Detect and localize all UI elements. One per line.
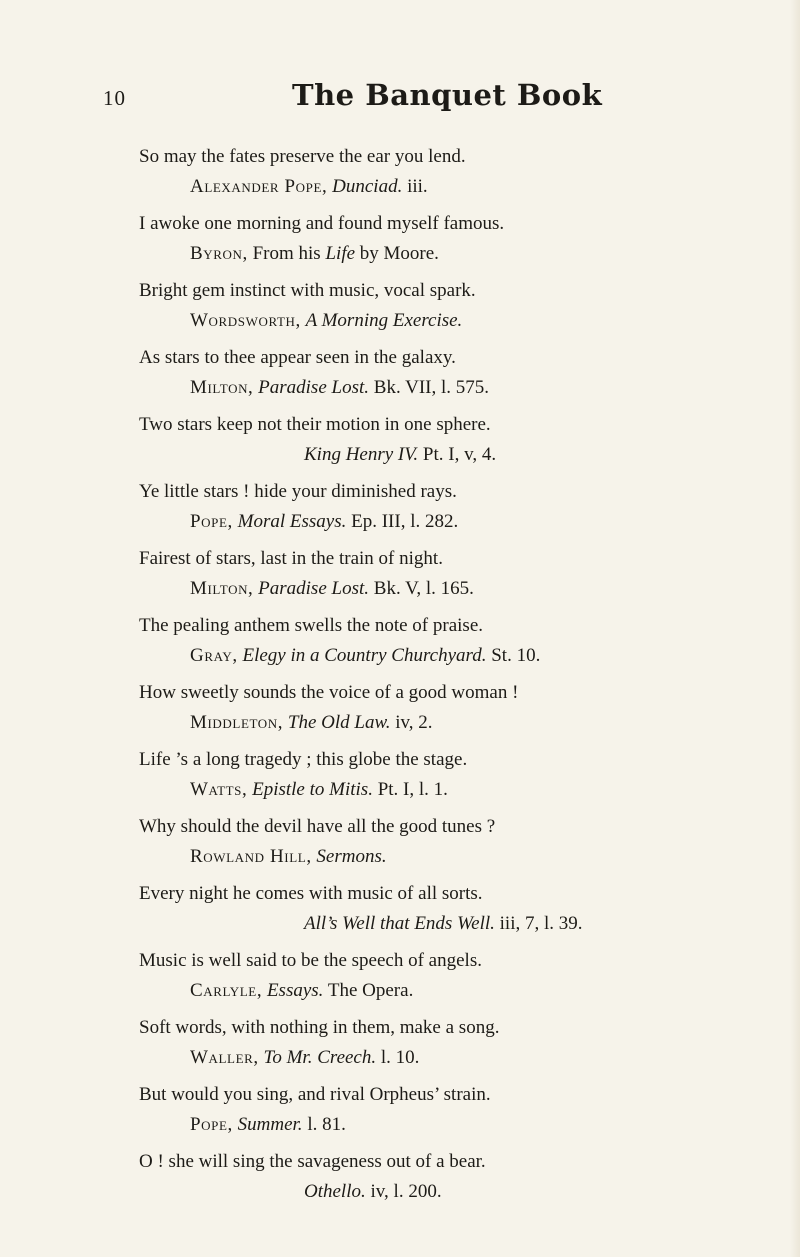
citation-author: Milton, (190, 377, 254, 398)
quotation (139, 209, 699, 268)
quotation-text: Life ’s a long tragedy ; this globe the stage. (139, 749, 468, 770)
citation-author: Rowland Hill, (190, 846, 312, 867)
citation-work: A Morning Exercise. (305, 310, 463, 331)
citation-reference: Pt. I, l. 1. (377, 779, 448, 800)
quotation-text: Why should the devil have all the good tunes ? (139, 816, 496, 837)
page-number: 10 (103, 86, 126, 110)
citation-author: Alexander Pope, (190, 176, 328, 197)
citation-author: Middleton, (190, 712, 284, 733)
citation-reference: l. 10. (380, 1047, 420, 1068)
citation-author: Gray, (190, 645, 238, 666)
quotation-text: Ye little stars ! hide your diminished rays. (139, 481, 457, 502)
quotation-text: Every night he comes with music of all sorts. (139, 883, 483, 904)
quotation (139, 812, 699, 871)
citation-reference: Ep. III, l. 282. (351, 511, 459, 532)
citation-reference: iii, 7, l. 39. (499, 913, 583, 934)
quotation (139, 611, 699, 670)
quotation (139, 678, 699, 737)
citation-reference: St. 10. (491, 645, 541, 666)
citation-prefix: From his (252, 243, 326, 264)
quotation (139, 410, 699, 469)
citation-work: Moral Essays. (237, 511, 347, 532)
quotation-text: I awoke one morning and found myself famous. (139, 213, 505, 234)
citation-work: The Old Law. (287, 712, 391, 733)
quotation (139, 1147, 699, 1206)
citation-work: All’s Well that Ends Well. (304, 913, 495, 934)
citation-work: Paradise Lost. (258, 578, 370, 599)
quotation-citation (139, 1110, 699, 1139)
quotation (139, 1013, 699, 1072)
citation-reference: by Moore. (359, 243, 439, 264)
quotation-text: Music is well said to be the speech of angels. (139, 950, 482, 971)
citation-work: Sermons. (316, 846, 387, 867)
citation-work: King Henry IV. (304, 444, 419, 465)
citation-reference: Bk. VII, l. 575. (373, 377, 489, 398)
citation-author: Wordsworth, (190, 310, 301, 331)
citation-work: Summer. (237, 1114, 303, 1135)
citation-work: Othello. (304, 1181, 366, 1202)
quotation (139, 477, 699, 536)
quotation (139, 142, 699, 201)
quotation-citation (139, 574, 699, 603)
running-title: The Banquet Book (292, 78, 603, 112)
quotation-text: Bright gem instinct with music, vocal spark. (139, 280, 476, 301)
citation-work: Dunciad. (332, 176, 403, 197)
quotation-citation (139, 842, 699, 871)
quotation-text: O ! she will sing the savageness out of a bear. (139, 1151, 486, 1172)
quotation-citation (139, 775, 699, 804)
citation-work: Paradise Lost. (258, 377, 370, 398)
quotation-text: So may the fates preserve the ear you lend. (139, 146, 466, 167)
quotation-citation (139, 507, 699, 536)
quotation-text: Fairest of stars, last in the train of night. (139, 548, 443, 569)
quotation-text: The pealing anthem swells the note of praise. (139, 615, 484, 636)
citation-reference: iii. (407, 176, 428, 197)
citation-work: Elegy in a Country Churchyard. (242, 645, 487, 666)
citation-author: Milton, (190, 578, 254, 599)
citation-work: Life (325, 243, 356, 264)
quotation (139, 1080, 699, 1139)
citation-reference: Bk. V, l. 165. (373, 578, 474, 599)
quotation-citation (139, 1177, 699, 1206)
quotation (139, 544, 699, 603)
quotation-citation (139, 909, 699, 938)
citation-author: Watts, (190, 779, 248, 800)
quotation-citation (139, 373, 699, 402)
quotation (139, 343, 699, 402)
quotation-citation (139, 172, 699, 201)
citation-reference: The Opera. (327, 980, 414, 1001)
quotation (139, 946, 699, 1005)
quotation-citation (139, 306, 699, 335)
quotation (139, 879, 699, 938)
citation-author: Waller, (190, 1047, 259, 1068)
quotation-citation (139, 976, 699, 1005)
quotation-list (139, 142, 699, 1214)
citation-work: Essays. (266, 980, 324, 1001)
citation-work: To Mr. Creech. (263, 1047, 377, 1068)
quotation-citation (139, 239, 699, 268)
quotation (139, 276, 699, 335)
quotation-citation (139, 641, 699, 670)
quotation-text: But would you sing, and rival Orpheus’ strain. (139, 1084, 491, 1105)
citation-reference: iv, 2. (395, 712, 433, 733)
citation-reference: iv, l. 200. (370, 1181, 442, 1202)
quotation-citation (139, 708, 699, 737)
citation-author: Carlyle, (190, 980, 263, 1001)
page-edge-shadow (790, 0, 800, 1257)
citation-author: Pope, (190, 511, 233, 532)
citation-reference: l. 81. (307, 1114, 346, 1135)
quotation-text: How sweetly sounds the voice of a good woman ! (139, 682, 519, 703)
citation-work: Epistle to Mitis. (252, 779, 373, 800)
page-header (0, 78, 800, 118)
quotation (139, 745, 699, 804)
quotation-citation (139, 1043, 699, 1072)
citation-reference: Pt. I, v, 4. (422, 444, 497, 465)
citation-author: Pope, (190, 1114, 233, 1135)
citation-author: Byron, (190, 243, 248, 264)
quotation-text: Two stars keep not their motion in one sphere. (139, 414, 491, 435)
quotation-citation (139, 440, 699, 469)
quotation-text: As stars to thee appear seen in the galaxy. (139, 347, 456, 368)
quotation-text: Soft words, with nothing in them, make a song. (139, 1017, 500, 1038)
